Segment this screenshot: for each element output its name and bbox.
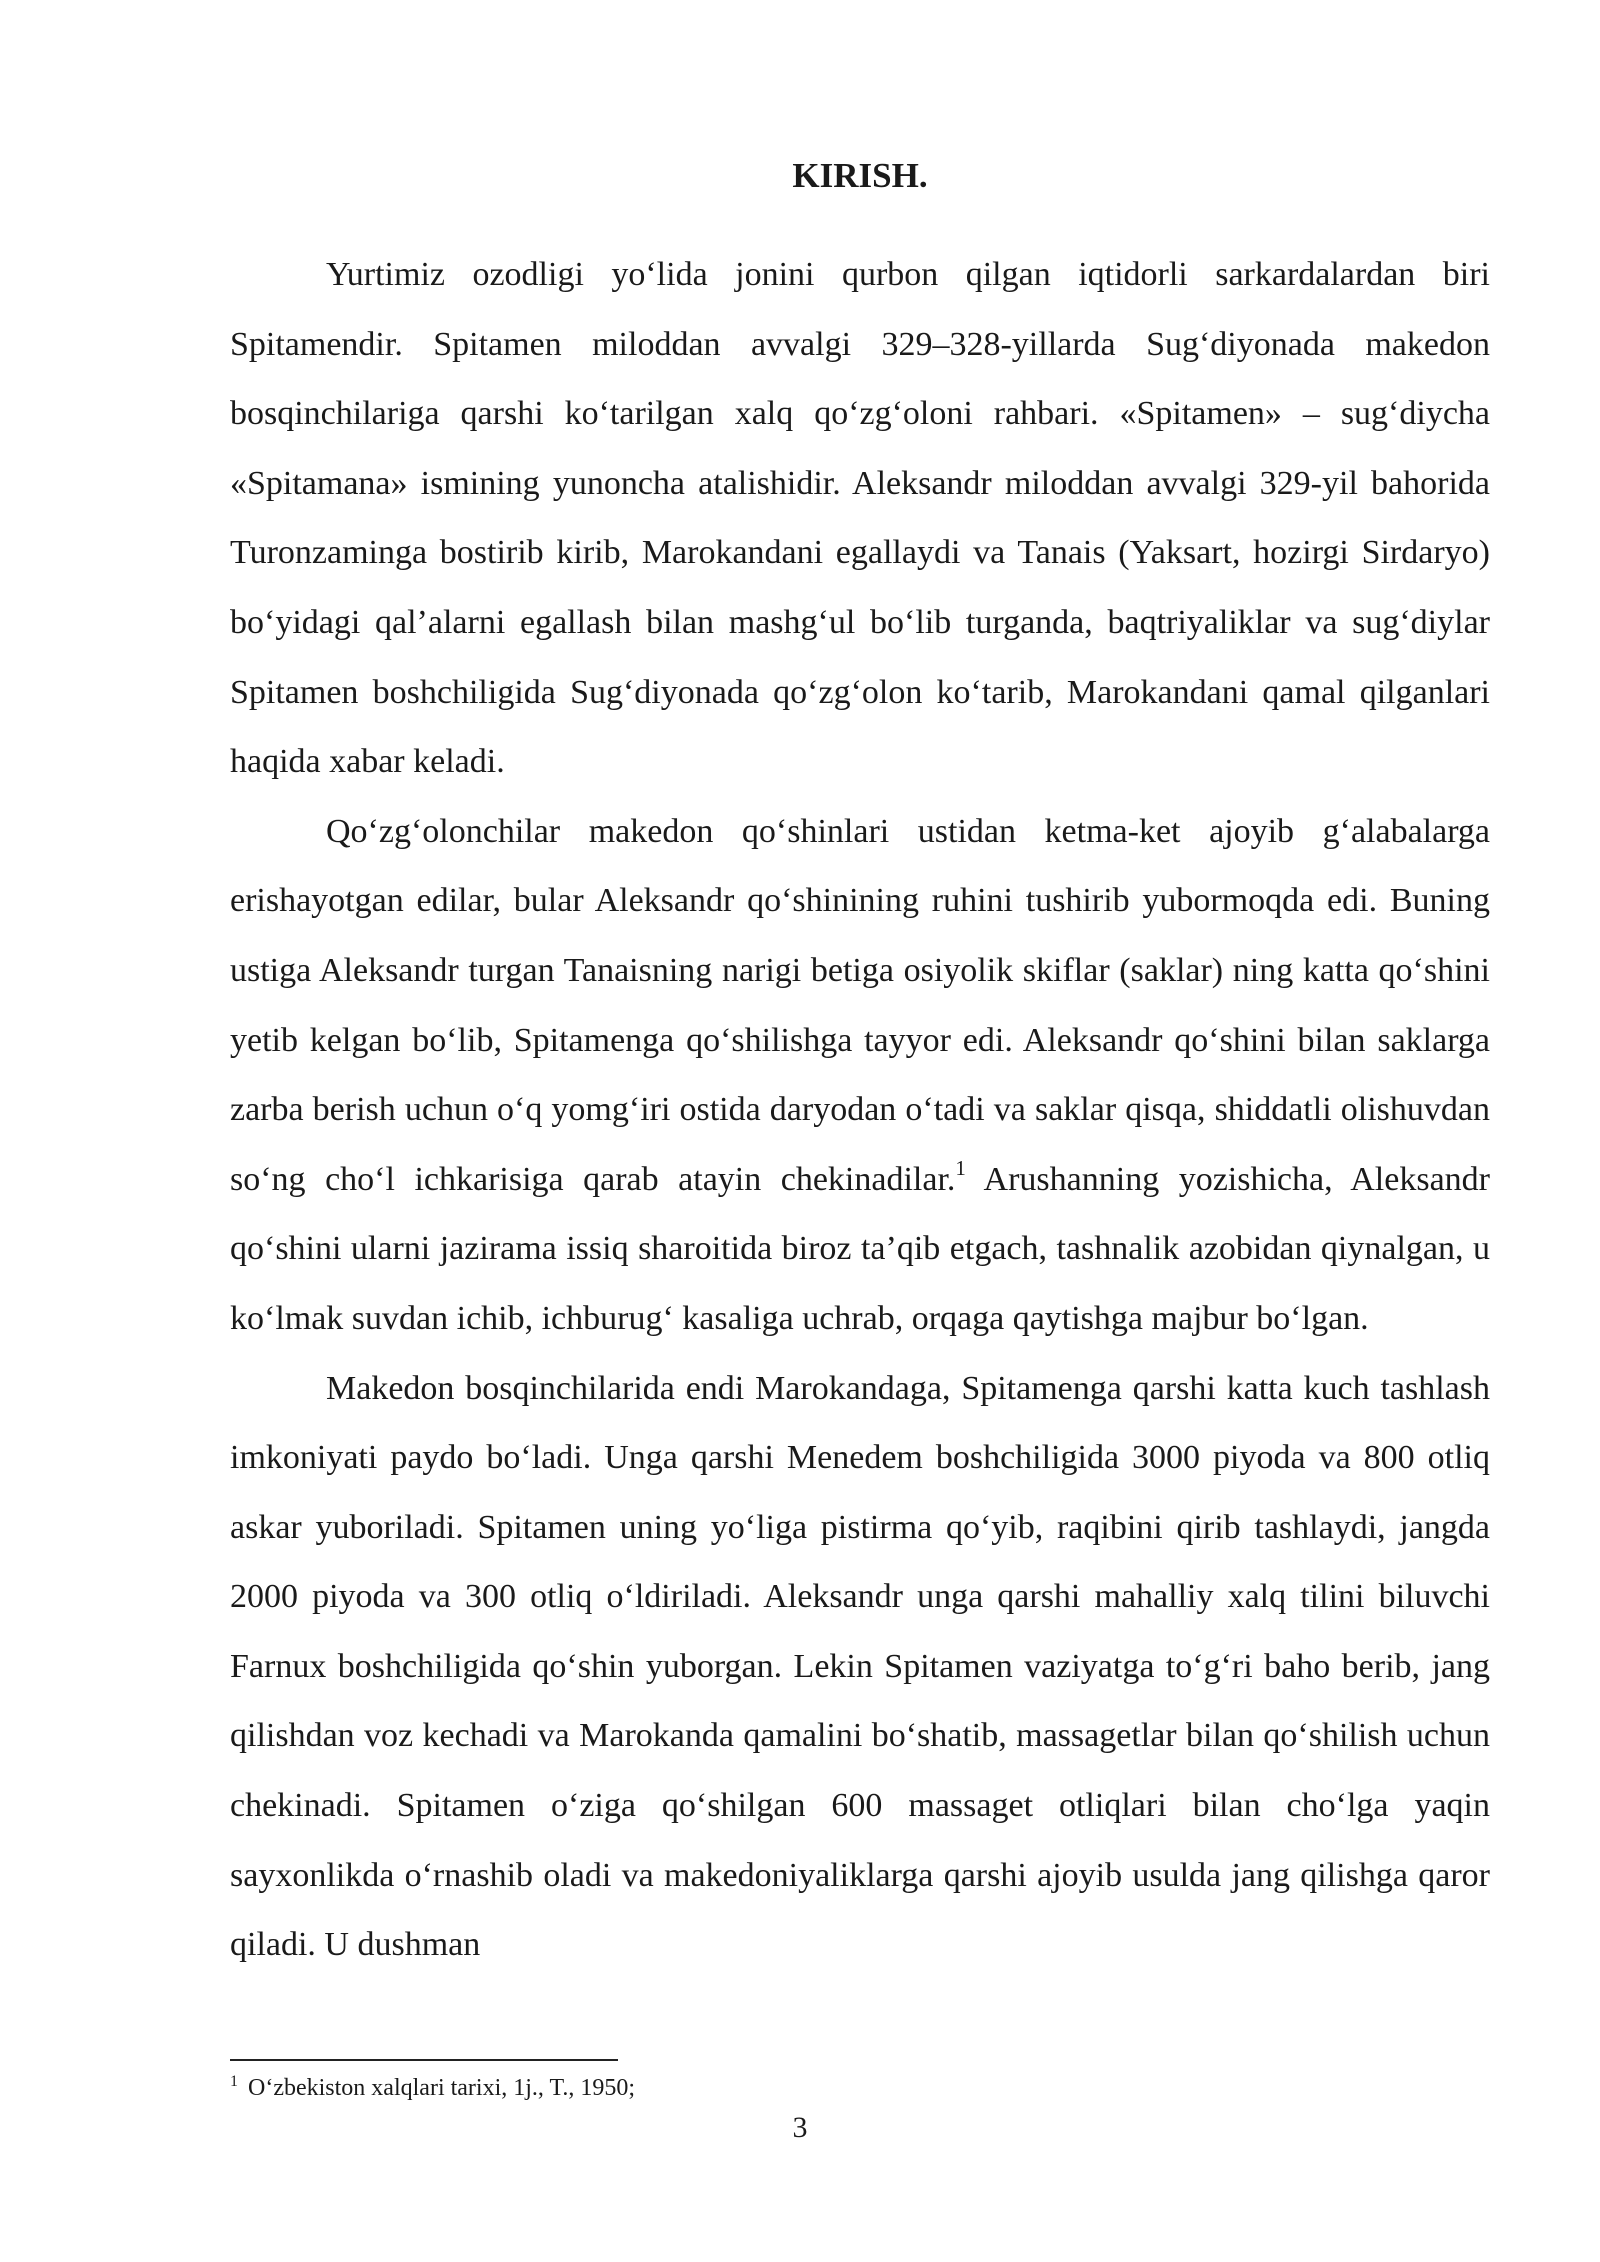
page-number: 3	[792, 2111, 808, 2144]
paragraph-2-text-a: Qo‘zg‘olonchilar makedon qo‘shinlari ustidan ketma-ket ajoyib g‘alabalarga erishayotgan edilar, bular Aleksandr qo‘shinining ruhini tushirib yubormoqda edi. Buning ustiga Aleksandr turgan Tanaisning narigi betiga osiyolik skiflar (saklar) ning katta qo‘shini yetib kelgan bo‘lib, Spitamenga qo‘shilishga tayyor edi. Aleksandr qo‘shini bilan saklarga zarba berish uchun o‘q yomg‘iri ostida daryodan o‘tadi va saklar qisqa, shiddatli olishuvdan so‘ng cho‘l ichkarisiga qarab atayin chekinadilar.	[230, 812, 1490, 1198]
footnote-reference[interactable]: 1	[955, 1156, 966, 1181]
footnote	[230, 2072, 1490, 2104]
paragraph-2-text-b: Arushanning yozishicha, Aleksandr qo‘shini ularni jazirama issiq sharoitida biroz ta’qib etgach, tashnalik azobidan qiynalgan, u ko‘lmak suvdan ichib, ichburug‘ kasaliga uchrab, orqaga qaytishga majbur bo‘lgan.	[230, 1160, 1490, 1337]
footnote-separator	[230, 2059, 618, 2061]
paragraph-2	[230, 797, 1490, 1354]
page-title: KIRISH.	[792, 156, 928, 195]
paragraph-1: Yurtimiz ozodligi yo‘lida jonini qurbon qilgan iqtidorli sarkardalardan biri Spitamendir. Spitamen miloddan avvalgi 329–328-yillarda Sug‘diyonada makedon bosqinchilariga qarshi ko‘tarilgan xalq qo‘zg‘oloni rahbari. «Spitamen» – sug‘diycha «Spitamana» ismining yunoncha atalishidir. Aleksandr miloddan avvalgi 329-yil bahorida Turonzaminga bostirib kirib, Marokandani egallaydi va Tanais (Yaksart, hozirgi Sirdaryo) bo‘yidagi qal’alarni egallash bilan mashg‘ul bo‘lib turganda, baqtriyaliklar va sug‘diylar Spitamen boshchiligida Sug‘diyonada qo‘zg‘olon ko‘tarib, Marokandani qamal qilganlari haqida xabar keladi.	[230, 256, 1490, 781]
footnote-text: O‘zbekiston xalqlari tarixi, 1j., T., 1950;	[242, 2075, 636, 2101]
footnote-number: 1	[230, 2073, 238, 2090]
body-text	[230, 240, 1490, 1980]
paragraph-3: Makedon bosqinchilarida endi Marokandaga, Spitamenga qarshi katta kuch tashlash imkoniyati paydo bo‘ladi. Unga qarshi Menedem boshchiligida 3000 piyoda va 800 otliq askar yuboriladi. Spitamen uning yo‘liga pistirma qo‘yib, raqibini qirib tashlaydi, jangda 2000 piyoda va 300 otliq o‘ldiriladi. Aleksandr unga qarshi mahalliy xalq tilini biluvchi Farnux boshchiligida qo‘shin yuborgan. Lekin Spitamen vaziyatga to‘g‘ri baho berib, jang qilishdan voz kechadi va Marokanda qamalini bo‘shatib, massagetlar bilan qo‘shilish uchun chekinadi. Spitamen o‘ziga qo‘shilgan 600 massaget otliqlari bilan cho‘lga yaqin sayxonlikda o‘rnashib oladi va makedoniyaliklarga qarshi ajoyib usulda jang qilishga qaror qiladi. U dushman	[230, 1369, 1490, 1964]
